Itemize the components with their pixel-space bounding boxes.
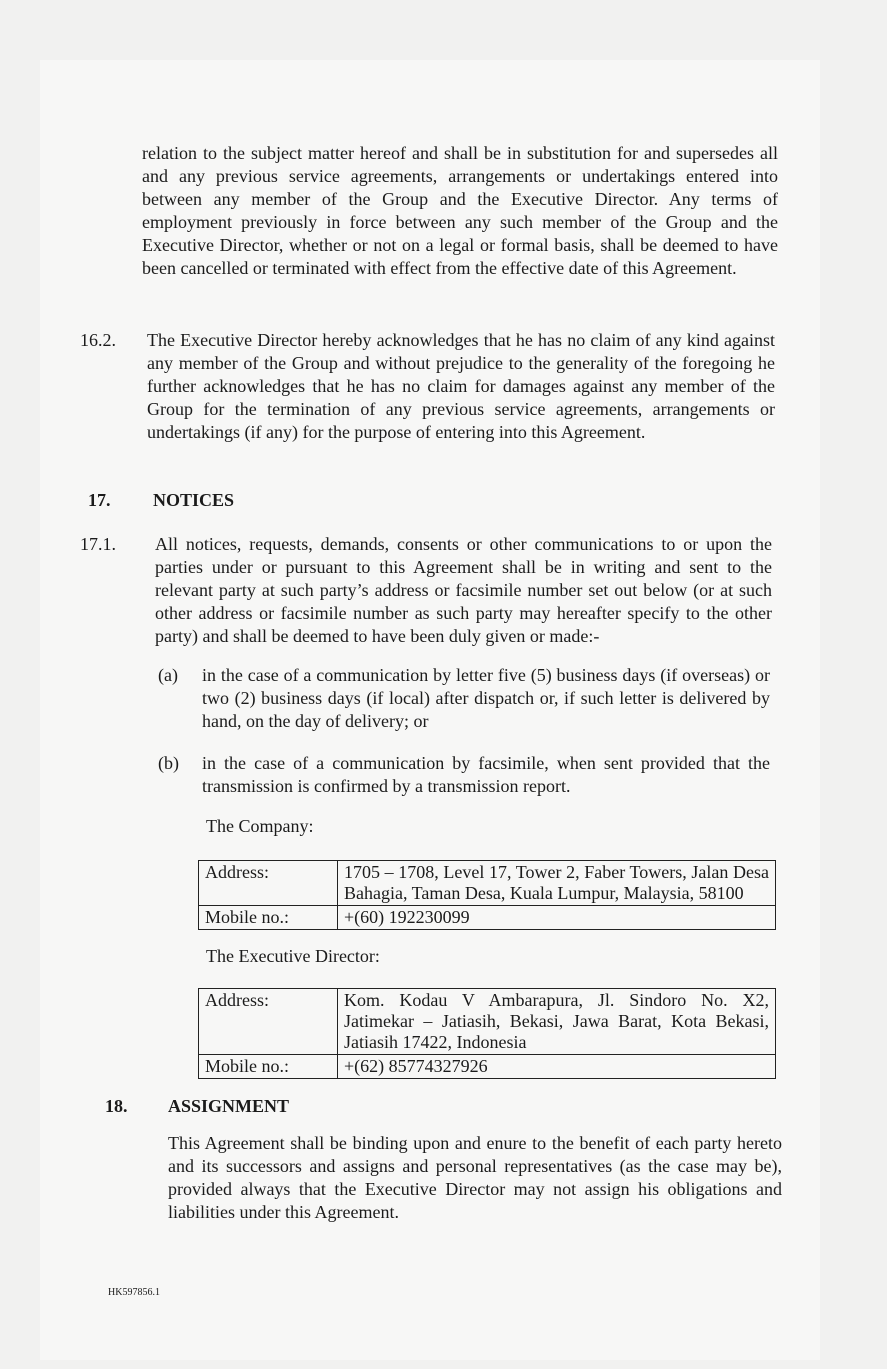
- company-mobile: +(60) 192230099: [338, 906, 776, 930]
- item-b-text: in the case of a communication by facsimile, when sent provided that the transmission is confirmed by a transmission report.: [202, 753, 770, 796]
- company-heading: The Company:: [206, 816, 314, 836]
- continuation-paragraph: relation to the subject matter hereof and shall be in substitution for and supersedes all and any previous service agreements, arrangements or undertakings entered into between any member of the Group and the Executive Director. Any terms of employment previously in force between any such member of the Group and the Executive Director, whether or not on a legal or formal basis, shall be deemed to have been cancelled or terminated with effect from the effective date of this Agreement.: [142, 143, 778, 278]
- section-17-number: 17.: [88, 490, 111, 510]
- clause-17-1-text: All notices, requests, demands, consents or other communications to or upon the parties under or pursuant to this Agreement shall be in writing and sent to the relevant party at such party’s address or facsimile number set out below (or at such other address or facsimile number as such party may hereafter specify to the other party) and shall be deemed to have been duly given or made:-: [155, 534, 772, 646]
- mobile-label: Mobile no.:: [199, 1055, 338, 1079]
- clause-16-2-text: The Executive Director hereby acknowledges that he has no claim of any kind against any member of the Group and without prejudice to the generality of the foregoing he further acknowledges that he has no claim for damages against any member of the Group for the termination of any previous service agreements, arrangements or undertakings (if any) for the purpose of entering into this Agreement.: [147, 330, 775, 442]
- director-address: Kom. Kodau V Ambarapura, Jl. Sindoro No. X2, Jatimekar – Jatiasih, Bekasi, Jawa Barat, Kota Bekasi, Jatiasih 17422, Indonesia: [338, 989, 776, 1055]
- table-row: [199, 989, 776, 1055]
- company-address: 1705 – 1708, Level 17, Tower 2, Faber Towers, Jalan Desa Bahagia, Taman Desa, Kuala Lumpur, Malaysia, 58100: [338, 861, 776, 906]
- item-a-label: (a): [158, 665, 178, 685]
- address-label: Address:: [199, 861, 338, 906]
- clause-number-16-2: 16.2.: [80, 330, 116, 350]
- section-17-title: NOTICES: [153, 490, 235, 510]
- mobile-label: Mobile no.:: [199, 906, 338, 930]
- document-reference: HK597856.1: [108, 1287, 160, 1298]
- item-b-label: (b): [158, 753, 179, 773]
- company-contact-table: [198, 860, 776, 930]
- table-row: [199, 861, 776, 906]
- table-row: [199, 906, 776, 930]
- clause-number-17-1: 17.1.: [80, 534, 116, 554]
- section-18-title: ASSIGNMENT: [168, 1096, 290, 1116]
- director-heading: The Executive Director:: [206, 946, 380, 966]
- section-18-text: This Agreement shall be binding upon and enure to the benefit of each party hereto and its successors and assigns and personal representatives (as the case may be), provided always that the Executive Director may not assign his obligations and liabilities under this Agreement.: [168, 1133, 782, 1222]
- director-contact-table: [198, 988, 776, 1079]
- item-a-text: in the case of a communication by letter five (5) business days (if overseas) or two (2) business days (if local) after dispatch or, if such letter is delivered by hand, on the day of delivery; or: [202, 665, 770, 731]
- director-mobile: +(62) 85774327926: [338, 1055, 776, 1079]
- table-row: [199, 1055, 776, 1079]
- address-label: Address:: [199, 989, 338, 1055]
- section-18-number: 18.: [105, 1096, 128, 1116]
